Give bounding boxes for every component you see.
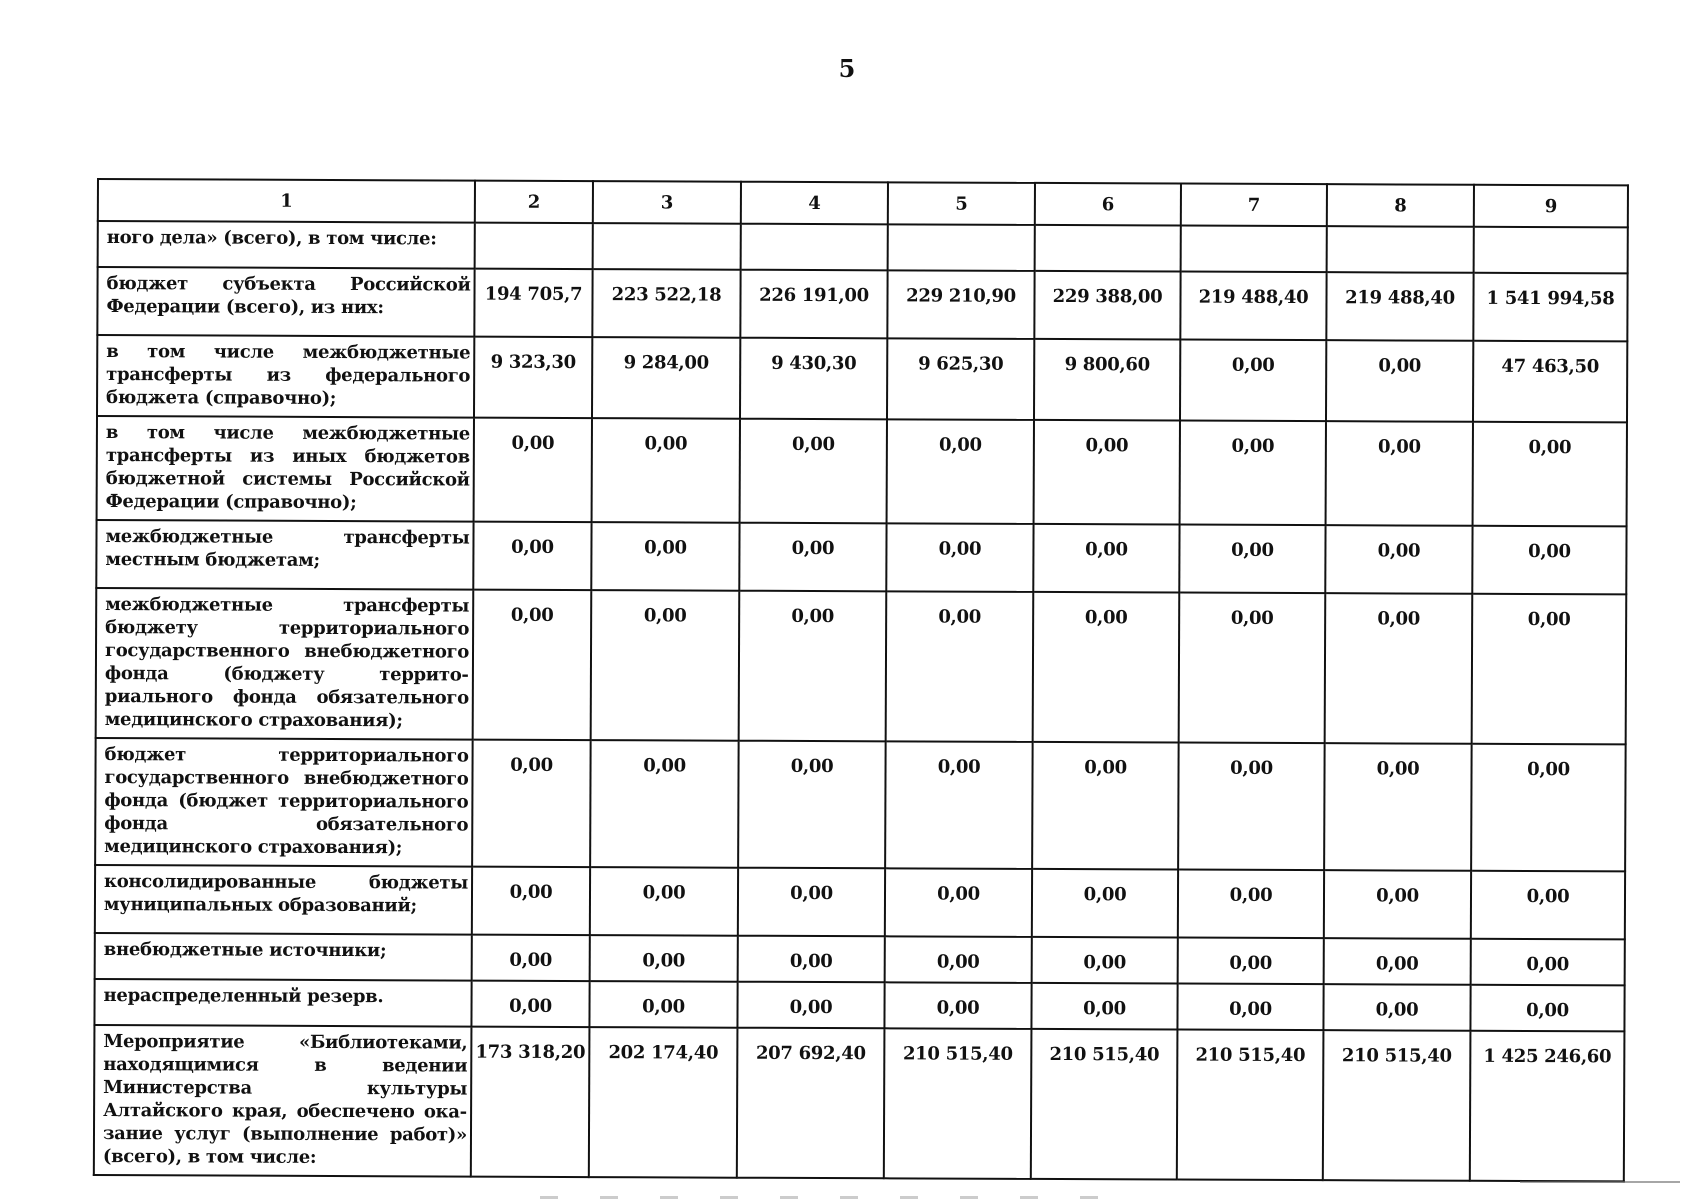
table-cell: 173 318,20 [471, 1027, 590, 1177]
table-cell [1181, 226, 1327, 273]
table-row [98, 221, 1628, 273]
table-cell: 0,00 [1326, 340, 1473, 422]
table-cell: 0,00 [1325, 525, 1472, 594]
table-cell: 210 515,40 [1031, 1029, 1178, 1180]
table-cell: 223 522,18 [592, 269, 740, 338]
table-cell [1327, 226, 1474, 273]
row-label: межбюджетные трансферты бюджету территориального государственного внебюджетного фонда (бюджету территориального фонда обязательного медицинского страхования); [96, 588, 474, 740]
table-cell: 0,00 [590, 740, 739, 868]
table-row [96, 520, 1626, 594]
table-cell: 0,00 [1032, 742, 1179, 870]
table-cell: 0,00 [887, 419, 1034, 524]
table-cell: 0,00 [884, 982, 1031, 1029]
table-cell: 0,00 [591, 522, 739, 591]
table-cell: 210 515,40 [884, 1028, 1032, 1179]
table-row [94, 979, 1624, 1031]
table-cell: 0,00 [739, 523, 886, 592]
table-cell: 0,00 [1178, 870, 1324, 939]
row-label: межбюджетные трансферты местным бюджетам; [96, 520, 473, 590]
table-cell: 0,00 [589, 981, 737, 1028]
table-cell: 0,00 [471, 981, 589, 1027]
row-label: нераспределенный резерв. [94, 979, 471, 1027]
table-cell: 0,00 [1179, 593, 1326, 744]
table-cell: 207 692,40 [737, 1028, 885, 1179]
table-cell: 0,00 [1323, 984, 1470, 1031]
table-cell: 0,00 [1179, 525, 1325, 594]
row-label: в том числе межбюджетные трансферты из федерального бюджета (справочно); [97, 335, 474, 418]
table-cell: 0,00 [885, 868, 1032, 937]
column-header: 6 [1035, 183, 1181, 226]
row-label: ного дела» (всего), в том числе: [98, 221, 475, 269]
table-cell: 0,00 [1034, 420, 1180, 525]
table-cell: 0,00 [886, 523, 1033, 592]
table-cell: 0,00 [472, 740, 591, 867]
table-cell: 229 210,90 [887, 270, 1034, 339]
table-cell [888, 224, 1035, 271]
table-cell: 202 174,40 [589, 1027, 738, 1178]
table-cell [593, 223, 741, 270]
table-cell: 0,00 [474, 418, 592, 522]
table-cell: 0,00 [1472, 526, 1626, 595]
table-cell: 0,00 [1326, 421, 1473, 526]
row-label: в том числе межбюджетные трансферты из иных бюджетов бюджетной системы Российской Федерации (справочно); [97, 416, 474, 522]
table-cell: 0,00 [738, 868, 885, 937]
row-label: консолидированные бюджеты муниципальных образований; [95, 865, 472, 935]
table-cell: 210 515,40 [1323, 1030, 1471, 1181]
table-cell: 0,00 [1324, 938, 1471, 985]
table-cell: 9 284,00 [592, 337, 740, 419]
table-cell: 0,00 [590, 867, 738, 936]
table-cell: 0,00 [592, 418, 740, 523]
column-header: 4 [741, 182, 888, 225]
table-cell [1035, 225, 1181, 272]
table-cell: 0,00 [1178, 743, 1325, 871]
table-cell: 0,00 [1324, 870, 1471, 939]
scan-artifact-marks [540, 1196, 1140, 1199]
table-cell: 0,00 [1471, 744, 1626, 872]
table-cell: 0,00 [739, 591, 887, 742]
table-cell: 0,00 [886, 591, 1034, 742]
table-row [97, 335, 1627, 422]
column-header: 8 [1327, 184, 1474, 227]
table-cell: 1 425 246,60 [1470, 1031, 1625, 1182]
table-cell: 0,00 [885, 936, 1032, 983]
table-cell: 0,00 [1032, 869, 1178, 938]
table-cell: 219 488,40 [1326, 272, 1473, 341]
table-cell: 0,00 [473, 522, 591, 590]
table-cell: 229 388,00 [1034, 271, 1180, 340]
table-cell: 0,00 [591, 590, 740, 741]
table-cell: 226 191,00 [740, 270, 887, 339]
table-cell: 0,00 [1177, 984, 1323, 1031]
table-cell [741, 224, 888, 271]
budget-table [93, 178, 1629, 1182]
table-cell: 0,00 [738, 741, 886, 869]
row-label: бюджет субъекта Российской Федерации (всего), из них: [97, 267, 474, 337]
document-sheet [93, 178, 1627, 1182]
table-cell: 0,00 [590, 935, 738, 982]
table-cell [1474, 227, 1628, 274]
table-row [94, 1025, 1625, 1181]
column-header: 7 [1181, 184, 1327, 227]
table-cell: 0,00 [472, 935, 590, 981]
table-cell: 0,00 [1033, 592, 1180, 743]
column-header: 1 [98, 179, 475, 223]
scan-artifact-line [1520, 1181, 1680, 1183]
table-cell [475, 223, 593, 269]
table-row [95, 738, 1626, 871]
table-cell: 9 323,30 [474, 337, 592, 418]
table-cell: 0,00 [738, 936, 885, 983]
row-label: внебюджетные источники; [95, 933, 472, 981]
row-label: бюджет территориального государственного внебюджетного фонда (бюджет территориального фонда обязательного медицинского страхования); [95, 738, 473, 867]
table-cell: 0,00 [1325, 593, 1473, 744]
table-cell: 0,00 [1180, 421, 1326, 526]
table-cell: 0,00 [1031, 983, 1177, 1030]
column-header: 9 [1474, 185, 1628, 228]
table-cell: 210 515,40 [1177, 1030, 1324, 1181]
table-row [97, 416, 1627, 526]
column-header: 2 [475, 181, 593, 223]
table-cell: 0,00 [1324, 743, 1472, 871]
column-header: 5 [888, 182, 1035, 225]
table-cell: 9 430,30 [740, 338, 887, 420]
row-label: Мероприятие «Библиотеками, находящимися в ведении Министерства культуры Алтайского края, обеспечено оказание услуг (выполнение работ)» (всего), в том числе: [94, 1025, 472, 1177]
table-cell: 0,00 [1178, 938, 1324, 985]
table-cell: 47 463,50 [1473, 341, 1627, 423]
table-cell: 0,00 [1033, 524, 1179, 593]
table-cell: 1 541 994,58 [1473, 273, 1627, 342]
table-row [97, 267, 1627, 341]
table-cell: 0,00 [740, 419, 887, 524]
table-cell: 0,00 [885, 741, 1033, 869]
column-header: 3 [593, 181, 741, 224]
table-cell: 9 625,30 [887, 338, 1034, 420]
table-cell: 0,00 [1032, 937, 1178, 984]
table-cell: 0,00 [1471, 939, 1625, 986]
table-cell: 0,00 [737, 982, 884, 1029]
table-cell: 0,00 [1471, 871, 1625, 940]
table-cell: 0,00 [1473, 422, 1627, 527]
table-cell: 219 488,40 [1180, 272, 1326, 341]
page-number: 5 [838, 54, 856, 83]
table-row [96, 588, 1627, 744]
table-cell: 0,00 [473, 590, 592, 740]
table-cell: 194 705,7 [474, 269, 592, 337]
table-cell: 0,00 [1470, 985, 1624, 1032]
table-cell: 0,00 [472, 867, 590, 935]
table-row [95, 933, 1625, 985]
table-cell: 9 800,60 [1034, 339, 1180, 421]
table-header-row [98, 179, 1628, 227]
table-cell: 0,00 [1180, 340, 1326, 422]
table-row [95, 865, 1625, 939]
table-cell: 0,00 [1472, 594, 1627, 745]
